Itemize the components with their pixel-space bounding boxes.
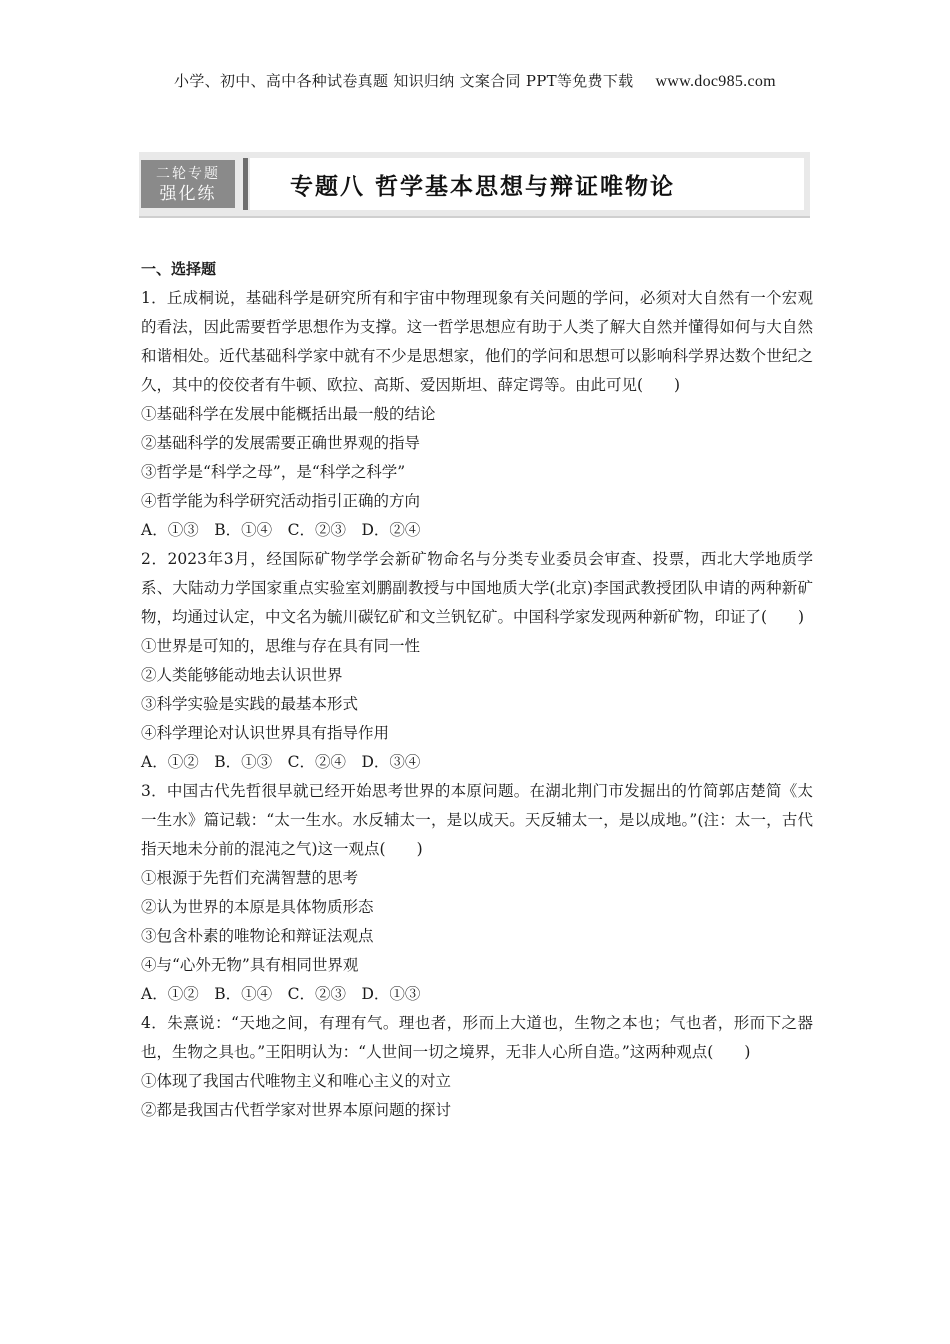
banner-tag (141, 160, 235, 208)
option: ①世界是可知的，思维与存在具有同一性 (141, 637, 421, 655)
topic-banner (139, 152, 810, 218)
option: ④与“心外无物”具有相同世界观 (141, 956, 359, 974)
option: ③包含朴素的唯物论和辩证法观点 (141, 927, 374, 945)
option: ①基础科学在发展中能概括出最一般的结论 (141, 405, 436, 423)
answer-choices: A．①② B．①④ C．②③ D．①③ (141, 985, 421, 1003)
option: ④科学理论对认识世界具有指导作用 (141, 724, 390, 742)
answer-choices: A．①③ B．①④ C．②③ D．②④ (141, 521, 421, 539)
option: ②基础科学的发展需要正确世界观的指导 (141, 434, 421, 452)
option: ①体现了我国古代唯物主义和唯心主义的对立 (141, 1072, 452, 1090)
question-2 (141, 545, 813, 777)
question-3 (141, 777, 813, 1009)
option: ①根源于先哲们充满智慧的思考 (141, 869, 359, 887)
question-stem: 1．丘成桐说，基础科学是研究所有和宇宙中物理现象有关问题的学问，必须对大自然有一个宏观的看法，因此需要哲学思想作为支撑。这一哲学思想应有助于人类了解大自然并懂得如何与大自然和谐相处。近代基础科学家中就有不少是思想家，他们的学问和思想可以影响科学界达数个世纪之久，其中的佼佼者有牛顿、欧拉、高斯、爱因斯坦、薛定谔等。由此可见( ) (141, 289, 813, 394)
banner-title-box (250, 158, 804, 210)
question-4 (141, 1009, 813, 1125)
header-text: 小学、初中、高中各种试卷真题 知识归纳 文案合同 PPT等免费下载 (174, 72, 634, 90)
page-title: 专题八 哲学基本思想与辩证唯物论 (290, 174, 676, 200)
option: ②都是我国古代哲学家对世界本原问题的探讨 (141, 1101, 452, 1119)
question-stem: 3．中国古代先哲很早就已经开始思考世界的本原问题。在湖北荆门市发掘出的竹简郭店楚简《太一生水》篇记载：“太一生水。水反辅太一，是以成天。天反辅太一，是以成地。”(注：太一，古代指天地未分前的混沌之气)这一观点( ) (141, 782, 813, 858)
option: ②认为世界的本原是具体物质形态 (141, 898, 374, 916)
banner-tag-line1: 二轮专题 (156, 166, 220, 182)
banner-tag-line2: 强化练 (159, 184, 217, 204)
question-1 (141, 284, 813, 545)
question-stem: 2．2023年3月，经国际矿物学学会新矿物命名与分类专业委员会审查、投票，西北大学地质学系、大陆动力学国家重点实验室刘鹏副教授与中国地质大学(北京)李国武教授团队申请的两种新矿物，均通过认定，中文名为毓川碳钇矿和文兰钒钇矿。中国科学家发现两种新矿物，印证了( ) (141, 550, 813, 626)
header-site: www.doc985.com (655, 73, 776, 90)
question-content (141, 255, 813, 1125)
option: ②人类能够能动地去认识世界 (141, 666, 343, 684)
answer-choices: A．①② B．①③ C．②④ D．③④ (141, 753, 421, 771)
option: ③科学实验是实践的最基本形式 (141, 695, 359, 713)
question-stem: 4．朱熹说：“天地之间，有理有气。理也者，形而上大道也，生物之本也；气也者，形而下之器也，生物之具也。”王阳明认为：“人世间一切之境界，无非人心所自造。”这两种观点( ) (141, 1014, 813, 1061)
option: ③哲学是“科学之母”，是“科学之科学” (141, 463, 406, 481)
banner-divider (243, 158, 248, 210)
section-title: 一、选择题 (141, 260, 217, 278)
option: ④哲学能为科学研究活动指引正确的方向 (141, 492, 421, 510)
page-header (0, 70, 950, 91)
